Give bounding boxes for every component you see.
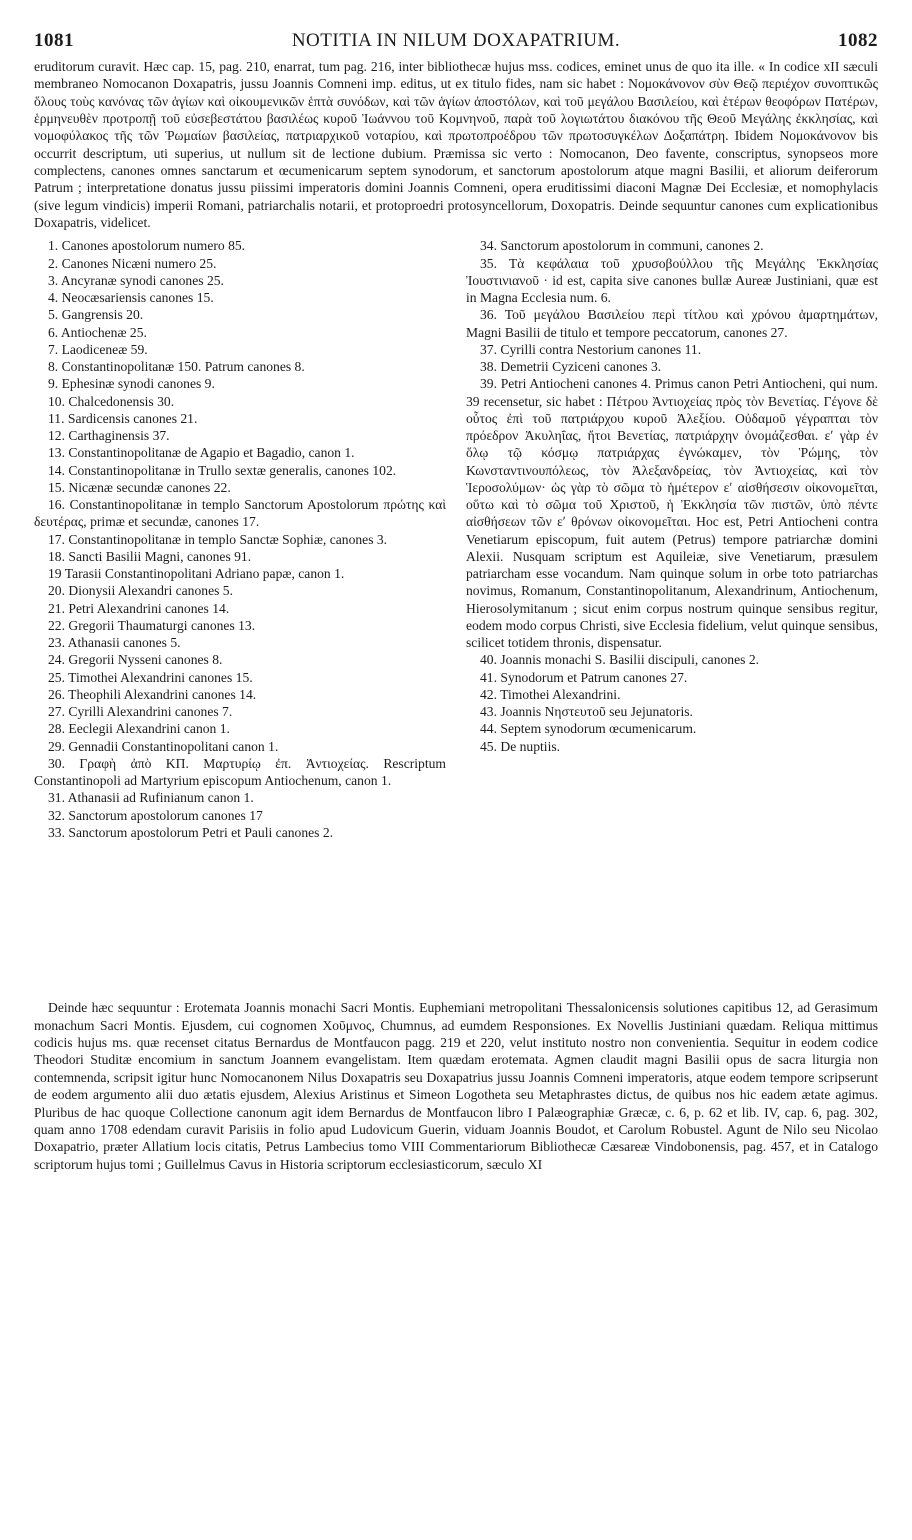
canon-list-left-item: 6. Antiochenæ 25. (48, 324, 147, 340)
canon-list-left-item: 18. Sancti Basilii Magni, canones 91. (48, 548, 252, 564)
canon-list-right-item: 37. Cyrilli contra Nestorium canones 11. (480, 341, 702, 357)
canon-list-right-item: 39. Petri Antiocheni canones 4. Primus canon Petri Antiocheni, qui num. 39 recensetur, sic habet : Πέτρου Ἀντιοχείας πρὸς τὸν Βενετίας. Γέγονε δὲ οὗτος ἐπὶ τοῦ πατριάρχου κυροῦ Ἀλεξίου. Οὐδαμοῦ γέγραπται τὸν πρόεδρον Ἀκυληΐας, ἤτοι Βενετίας, πατριάρχην ὀνομάζεσθαι. εʹ γὰρ ἐν ὅλῳ τῷ κόσμῳ πατριάρχας ἐγνώκαμεν, τὸν Ῥώμης, τὸν Κωνσταντινουπόλεως, τὸν Ἀλεξανδρείας, τὸν Ἀντιοχείας, καὶ τὸν Ἱεροσολύμων· ὡς γὰρ τὸ σῶμα τὸ ἡμέτερον εʹ αἰσθήσεσιν οἰκονομεῖται, οὕτω καὶ τὸ σῶμα τοῦ Χριστοῦ, ἡ Ἐκκλησία τῶν πιστῶν, ὑπὸ πέντε αἰσθήσεων τῶν εʹ θρόνων οἰκονομεῖται. Hoc est, Petri Antiocheni contra Venetiarum episcopum, fuit autem (Petrus) tempore patriarchæ domini Alexii. Nusquam scriptum est Aquileiæ, sive Venetiarum, præsulem patriarcham esse vocandum. Nam quinque solum in orbe toto patriarchas novimus, Romanum, Constantinopolitanum, Alexandrinum, Antiochenum, Hierosolymitanum ; sicut enim corpus nostrum quinque sensibus regitur, eodem modo corpus Christi, sive Ecclesia fidelium, velut quinque sensibus, scilicet totidem thronis, dispensatur. (466, 376, 878, 651)
running-header (34, 30, 878, 58)
canon-list-left-item: 13. Constantinopolitanæ de Agapio et Bagadio, canon 1. (48, 445, 355, 461)
canon-list (34, 237, 878, 997)
canon-list-right-item: 41. Synodorum et Patrum canones 27. (480, 669, 688, 685)
canon-list-right-item: 38. Demetrii Cyziceni canones 3. (480, 359, 662, 375)
canon-list-right-item: 40. Joannis monachi S. Basilii discipuli, canones 2. (480, 652, 760, 668)
canon-list-left-item: 21. Petri Alexandrini canones 14. (48, 600, 230, 616)
canon-list-left-item: 11. Sardicensis canones 21. (48, 410, 198, 426)
canon-list-left-item: 12. Carthaginensis 37. (48, 428, 170, 444)
canon-list-right-item: 43. Joannis Νηστευτοῦ seu Jejunatoris. (480, 704, 693, 720)
running-title: NOTITIA IN NILUM DOXAPATRIUM. (291, 30, 621, 51)
canon-list-left-item: 27. Cyrilli Alexandrini canones 7. (48, 704, 233, 720)
canon-list-left-item: 31. Athanasii ad Rufinianum canon 1. (48, 790, 254, 806)
canon-list-left-item: 4. Neocæsariensis canones 15. (48, 290, 214, 306)
canon-list-left-item: 15. Nicænæ secundæ canones 22. (48, 479, 231, 495)
canon-list-left-item: 24. Gregorii Nysseni canones 8. (48, 652, 223, 668)
page-number-left: 1081 (34, 30, 74, 51)
canon-list-left-item: 32. Sanctorum apostolorum canones 17 (48, 807, 263, 823)
intro-paragraph: eruditorum curavit. Hæc cap. 15, pag. 210, enarrat, tum pag. 216, inter bibliothecæ hujus mss. codices, eminet unus de quo ita ille. « In codice xII sæculi membraneo Nomocanon Doxapatris, jussu Joannis Comneni imp. editus, ut ex titulo fides, nam sic habet : Νομοκάνονον σὺν Θεῷ περιέχον συνοπτικῶς ὅλους τοὺς κανόνας τῶν ἁγίων καὶ οἰκουμενικῶν ἑπτὰ συνόδων, καὶ τῶν ἁγίων ἀποστόλων, καὶ τοῦ μεγάλου Βασιλείου, καὶ ἑτέρων θεοφόρων Πατέρων, ἑρμηνευθὲν προτροπῇ τοῦ εὐσεβεστάτου βασιλέως κυροῦ Ἰωάννου τοῦ Κομνηνοῦ, παρὰ τοῦ λογιωτάτου διακόνου τῆς Θεοῦ Μεγάλης ἐκκλησίας, καὶ νομοφύλακος τῆς τῶν Ῥωμαίων βασιλείας, πατριαρχικοῦ νοταρίου, καὶ πρωτοπροέδρου τῶν πρωτοσυγκέλων Δοξαπάτρη. Ibidem Νομοκάνονον bis occurrit descriptum, uti superius, ut nullum sit de lectione dubium. Præmissa sic verto : Nomocanon, Deo favente, conscriptus, synopseos more complectens, canones omnes sanctarum et œcumenicarum septem synodorum, et sanctorum apostolorum atque magni Basilii, et aliorum deiferorum Patrum ; interpretatione donatus jussu piissimi imperatoris domini Joannis Comneni, opera eruditissimi diaconi Magnæ Dei Ecclesiæ, et nomophylacis (sive legum vindicis) imperii Romani, patriarchalis notarii, et protoproedri protosyncellorum, Doxopatris. Deinde sequuntur canones cum explicationibus Doxapatris, videlicet. (34, 59, 878, 231)
canon-list-left-item: 17. Constantinopolitanæ in templo Sanctæ Sophiæ, canones 3. (48, 531, 388, 547)
canon-list-left-item: 26. Theophili Alexandrini canones 14. (48, 686, 257, 702)
canon-list-left-item: 5. Gangrensis 20. (48, 307, 144, 323)
page-number-right: 1082 (838, 30, 878, 51)
canon-list-left-item: 30. Γραφὴ ἀπὸ ΚΠ. Μαρτυρίῳ ἐπ. Ἀντιοχείας. Rescriptum Constantinopoli ad Martyrium episcopum Antiochenum, canon 1. (34, 755, 446, 789)
canon-list-left-item: 33. Sanctorum apostolorum Petri et Pauli canones 2. (48, 824, 334, 840)
canon-list-left-item: 7. Laodiceneæ 59. (48, 341, 148, 357)
closing-paragraph: Deinde hæc sequuntur : Erotemata Joannis monachi Sacri Montis. Euphemiani metropolitani Thessalonicensis solutiones capitibus 12, ad Gerasimum monachum Sacri Montis. Ejusdem, cui cognomen Χοῦμνος, Chumnus, ad eumdem Responsiones. Ex Novellis Justiniani quædam. Reliqua mittimus codicis hujus ms. quæ recenset citatus Bernardus de Montfaucon pagg. 219 et 220, velut instituto nostro non convenientia. Sequitur in eodem codice Theodori Studitæ encomium in sanctum Joannem evangelistam. Item quædam erotemata. Agmen claudit magni Basilii opus de sacra liturgia non contemnenda, scripsit igitur hunc Nomocanonem Nilus Doxapatris seu Doxapatrius jussu Joannis Comneni imperatoris, atque eodem tempore scripserunt de eodem argumento alii duo ætatis ejusdem, Alexius Aristinus et Simeon Logotheta seu Metaphrastes dictus, de quibus nos hic eadem ætate agimus. Pluribus de hac quoque Collectione canonum agit idem Bernardus de Montfaucon libro I Palæographiæ Græcæ, c. 6, p. 62 et lib. IV, cap. 6, pag. 302, quam anno 1708 edendam curavit Parisiis in folio apud Ludovicum Guerin, viduam Joannis Boudot, et Carolum Robustel. Agunt de Nilo seu Nicolao Doxapatrio, præter Allatium locis citatis, Petrus Lambecius tomo VIII Commentariorum Bibliothecæ Cæsareæ Vindobonensis, pag. 457, et in Catalogo scriptorum hujus tomi ; Guillelmus Cavus in Historia scriptorum ecclesiasticorum, sæculo XI (34, 1000, 878, 1172)
canon-list-right-item: 42. Timothei Alexandrini. (480, 686, 621, 702)
canon-list-right-item: 36. Τοῦ μεγάλου Βασιλείου περὶ τίτλου καὶ χρόνου ἁμαρτημάτων, Magni Basilii de titulo et tempore peccatorum, canones 27. (466, 307, 878, 340)
canon-list-left-item: 9. Ephesinæ synodi canones 9. (48, 376, 215, 392)
canon-list-right-item: 44. Septem synodorum œcumenicarum. (480, 721, 697, 737)
canon-list-left-item: 23. Athanasii canones 5. (48, 635, 181, 651)
page (34, 30, 878, 1173)
canon-list-left-item: 22. Gregorii Thaumaturgi canones 13. (48, 617, 256, 633)
canon-list-left-item: 20. Dionysii Alexandri canones 5. (48, 583, 233, 599)
canon-list-left-item: 25. Timothei Alexandrini canones 15. (48, 669, 253, 685)
canon-list-left-item: 19 Tarasii Constantinopolitani Adriano papæ, canon 1. (48, 566, 345, 582)
canon-list-left-item: 3. Ancyranæ synodi canones 25. (48, 272, 224, 288)
canon-list-right-item: 45. De nuptiis. (480, 738, 561, 754)
canon-list-left-item: 14. Constantinopolitanæ in Trullo sextæ generalis, canones 102. (48, 462, 397, 478)
canon-list-right-column (466, 237, 878, 755)
canon-list-left-item: 10. Chalcedonensis 30. (48, 393, 175, 409)
canon-list-left-item: 2. Canones Nicæni numero 25. (48, 255, 217, 271)
canon-list-left-column (34, 237, 446, 841)
canon-list-left-item: 16. Constantinopolitanæ in templo Sanctorum Apostolorum πρώτης καὶ δευτέρας, primæ et secundæ, canones 17. (34, 497, 446, 530)
canon-list-left-item: 1. Canones apostolorum numero 85. (48, 238, 246, 254)
canon-list-right-item: 34. Sanctorum apostolorum in communi, canones 2. (480, 238, 764, 254)
canon-list-left-item: 28. Eeclegii Alexandrini canon 1. (48, 721, 230, 737)
canon-list-right-item: 35. Τὰ κεφάλαια τοῦ χρυσοβούλλου τῆς Μεγάλης Ἐκκλησίας Ἰουστινιανοῦ · id est, capita sive canones bullæ Aureæ Justiniani, quæ est in Magna Ecclesia num. 6. (466, 255, 878, 306)
canon-list-left-item: 8. Constantinopolitanæ 150. Patrum canones 8. (48, 359, 305, 375)
canon-list-left-item: 29. Gennadii Constantinopolitani canon 1. (48, 738, 279, 754)
closing-section (34, 999, 878, 1172)
